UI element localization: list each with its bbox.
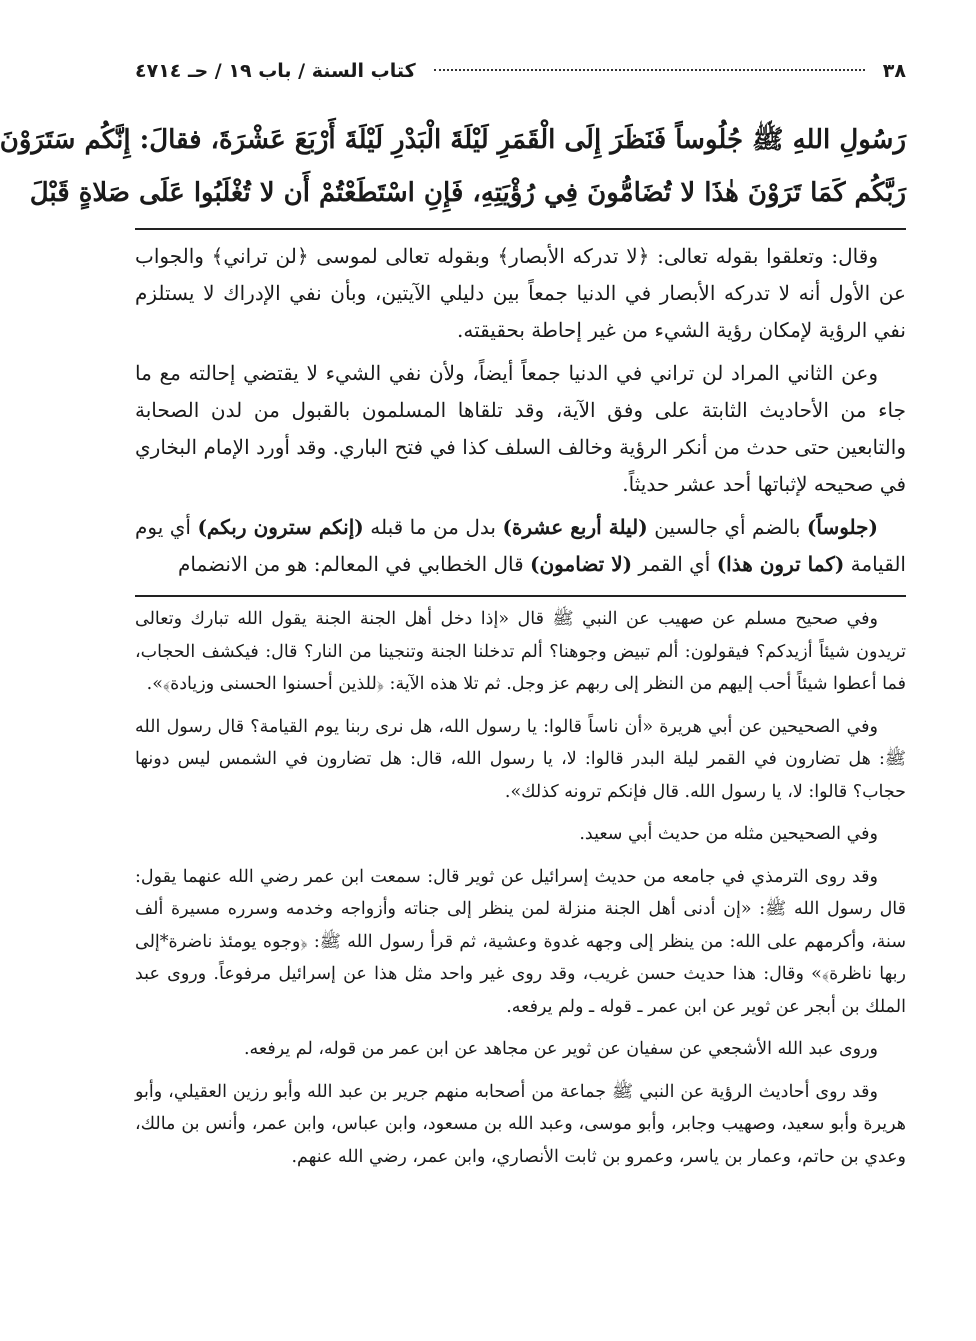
commentary-keyword: (لا تضامون) bbox=[530, 552, 633, 576]
footnotes-section bbox=[135, 603, 906, 1173]
hadith-text bbox=[0, 114, 906, 220]
commentary-section bbox=[135, 238, 906, 583]
commentary-text: قال الخطابي في المعالم: هو من الانضمام bbox=[177, 552, 531, 576]
hadith-line: رَبَّكُم كَمَا تَرَوْنَ هٰذَا لا تُضَامُّونَ فِي رُؤْيَتِهِ، فَإِنِ اسْتَطَعْتُمْ أَن لا تُغْلَبُوا عَلَى صَلاةٍ قَبْلَ bbox=[29, 178, 906, 208]
commentary-paragraph: وعن الثاني المراد لن تراني في الدنيا جمعاً أيضاً، ولأن نفي الشيء لا يقتضي إحالته مع ما جاء من الأحاديث الثابتة على وفق الآية، وقد تلقاها المسلمون بالقبول من لدن الصحابة والتابعين حتى حدث من أنكر الرؤية وخالف السلف كذا في فتح الباري. وقد أورد الإمام البخاري في صحيحه لإثباتها أحد عشر حديثاً. bbox=[135, 361, 906, 496]
commentary-keyword: (كما ترون هذا) bbox=[716, 552, 845, 576]
footnote-paragraph: وفي صحيح مسلم عن صهيب عن النبي ﷺ قال «إذا دخل أهل الجنة الجنة يقول الله تبارك وتعالى تريدون شيئاً أزيدكم؟ فيقولون: ألم تبيض وجوهنا؟ ألم تدخلنا الجنة وتنجينا من النار؟ قال: فيكشف الحجاب، فما أعطوا شيئاً أحب إليهم من النظر إلى ربهم عز وجل. ثم تلا هذه الآية: ﴿للذين أحسنوا الحسنى وزيادة﴾». bbox=[135, 609, 906, 694]
book-page bbox=[0, 60, 906, 1183]
hadith-divider bbox=[135, 228, 906, 230]
commentary-keyword: (إنكم سترون ربكم) bbox=[197, 515, 364, 539]
footnote-paragraph: وفي الصحيحين مثله من حديث أبي سعيد. bbox=[579, 824, 878, 844]
commentary-text: أي يوم القيامة bbox=[135, 515, 906, 576]
page-number: ٣٨ bbox=[882, 60, 906, 82]
header-dot-leader bbox=[434, 69, 865, 71]
commentary-text: أي القمر bbox=[632, 552, 717, 576]
commentary-keyword: (ليلة أربع عشرة) bbox=[502, 515, 648, 539]
commentary-paragraph bbox=[135, 509, 906, 583]
footnote-paragraph: وروى عبد الله الأشجعي عن سفيان عن ثوير عن مجاهد عن ابن عمر من قوله، لم يرفعه. bbox=[243, 1039, 878, 1059]
footnote-paragraph: وقد روى أحاديث الرؤية عن النبي ﷺ جماعة من أصحابه منهم جرير بن عبد الله وأبو رزين العقيلي، وأبو هريرة وأبو سعيد، وصهيب وجابر، وأبو موسى، وعبد الله بن مسعود، وابن عباس، وابن عمر، وأنس بن مالك، وعدي بن حاتم، وعمار بن ياسر، وعمرو بن ثابت الأنصاري، وابن عمر، رضي الله عنهم. bbox=[135, 1081, 906, 1167]
footnote-paragraph: وفي الصحيحين عن أبي هريرة «أن ناساً قالوا: يا رسول الله، هل نرى ربنا يوم القيامة؟ قال رسول الله ﷺ: هل تضارون في القمر ليلة البدر قالوا: لا، يا رسول الله، قال: هل تضارون في الشمس ليس دونها حجاب؟ قالوا: لا، يا رسول الله. قال فإنكم ترونه كذلك». bbox=[135, 716, 906, 802]
commentary-text: بدل من ما قبله bbox=[363, 515, 503, 539]
book-reference: كتاب السنة / باب ١٩ / حـ ٤٧١٤ bbox=[135, 60, 416, 82]
commentary-text: بالضم أي جالسين bbox=[647, 515, 807, 539]
page-header bbox=[135, 60, 906, 100]
footnote-separator bbox=[135, 595, 906, 597]
hadith-line: رَسُولِ اللهِ ﷺ جُلُوساً فَنَظَرَ إِلَى الْقَمَرِ لَيْلَةَ الْبَدْرِ لَيْلَةَ أَرْبَعَ عَشْرَةَ، فقالَ: إِنَّكُم سَتَرَوْنَ bbox=[0, 125, 906, 155]
footnote-paragraph: وقد روى الترمذي في جامعه من حديث إسرائيل عن ثوير قال: سمعت ابن عمر رضي الله عنهما يقول: قال رسول الله ﷺ: «إن أدنى أهل الجنة منزلة لمن ينظر إلى جناته وأزواجه وخدمه وسرره مسيرة ألف سنة، وأكرمهم على الله: من ينظر إلى وجهه غدوة وعشية، ثم قرأ رسول الله ﷺ: ﴿وجوه يومئذ ناضرة*إلى ربها ناظرة﴾» وقال: هذا حديث حسن غريب، وقد روى غير واحد مثل هذا عن إسرائيل مرفوعاً. وروى عبد الملك بن أبجر عن ثوير عن ابن عمر ـ قوله ـ ولم يرفعه. bbox=[135, 866, 906, 1017]
commentary-paragraph: وقال: وتعلقوا بقوله تعالى: ﴿لا تدركه الأبصار﴾ وبقوله تعالى لموسى ﴿لن تراني﴾ والجواب عن الأول أنه لا تدركه الأبصار في الدنيا جمعاً بين دليلي الآيتين، وبأن نفي الإدراك لا يستلزم نفي الرؤية لإمكان رؤية الشيء من غير إحاطة بحقيقته. bbox=[135, 244, 906, 342]
commentary-keyword: (جلوساً) bbox=[806, 515, 878, 539]
